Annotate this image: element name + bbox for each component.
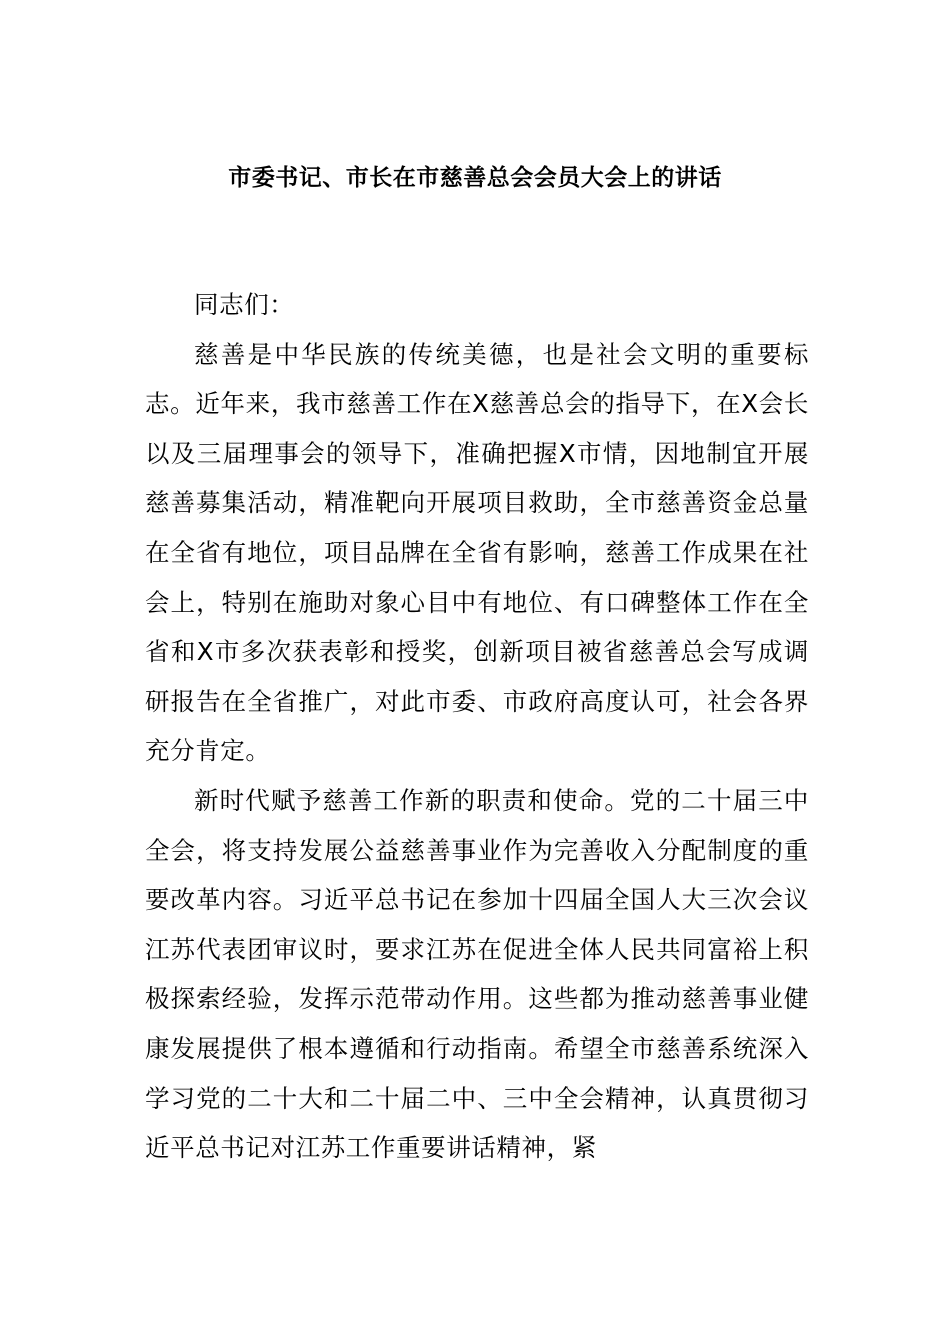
paragraph-1: 慈善是中华民族的传统美德，也是社会文明的重要标志。近年来，我市慈善工作在X慈善总会的指导下，在X会长以及三届理事会的领导下，准确把握X市情，因地制宜开展慈善募集活动，精准靶向开展项目救助，全市慈善资金总量在全省有地位，项目品牌在全省有影响，慈善工作成果在社会上，特别在施助对象心目中有地位、有口碑整体工作在全省和X市多次获表彰和授奖，创新项目被省慈善总会写成调研报告在全省推广，对此市委、市政府高度认可，社会各界充分肯定。 bbox=[145, 339, 809, 766]
salutation: 同志们： bbox=[194, 290, 295, 319]
paragraph-2: 新时代赋予慈善工作新的职责和使命。党的二十届三中全会，将支持发展公益慈善事业作为完善收入分配制度的重要改革内容。习近平总书记在参加十四届全国人大三次会议江苏代表团审议时，要求江苏在促进全体人民共同富裕上积极探索经验，发挥示范带动作用。这些都为推动慈善事业健康发展提供了根本遵循和行动指南。希望全市慈善系统深入学习党的二十大和二十届二中、三中全会精神，认真贯彻习近平总书记对江苏工作重要讲话精神，紧 bbox=[145, 785, 809, 1163]
document-title: 市委书记、市长在市慈善总会会员大会上的讲话 bbox=[228, 165, 722, 191]
document-body bbox=[145, 280, 809, 1173]
